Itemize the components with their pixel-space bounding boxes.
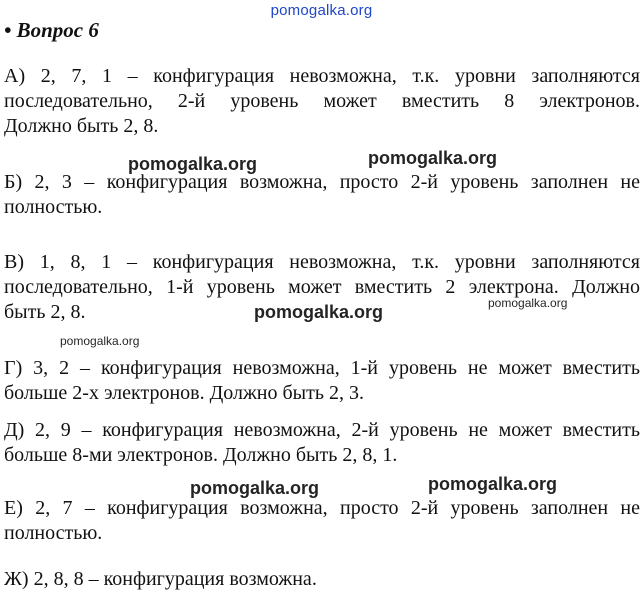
watermark: pomogalka.org xyxy=(488,296,568,310)
header-watermark: pomogalka.org xyxy=(270,2,373,19)
answer-e xyxy=(4,418,640,468)
answer-c-line-1: В) 1, 8, 1 – конфигурация невозможна, т.к. уровни заполняются xyxy=(4,251,640,273)
watermark: pomogalka.org xyxy=(190,478,320,498)
answer-a-line-3: Должно быть 2, 8. xyxy=(4,115,159,137)
answer-f xyxy=(4,496,640,546)
answer-a-line-1: А) 2, 7, 1 – конфигурация невозможна, т.к. уровни заполняются xyxy=(4,65,640,87)
watermark: pomogalka.org xyxy=(60,334,140,348)
watermark: pomogalka.org xyxy=(254,302,384,322)
watermark: pomogalka.org xyxy=(128,154,258,174)
answer-a-line-2: последовательно, 2-й уровень может вместить 8 электронов. xyxy=(4,90,640,112)
answer-b-line-2: полностью. xyxy=(4,196,103,218)
answer-a xyxy=(4,64,640,139)
watermark: pomogalka.org xyxy=(428,474,558,494)
answer-d xyxy=(4,356,640,406)
watermark: pomogalka.org xyxy=(368,148,498,168)
answer-b-line-1: Б) 2, 3 – конфигурация возможна, просто 2-й уровень заполнен не xyxy=(4,171,640,193)
question-title: • Вопрос 6 xyxy=(4,18,99,42)
answer-d-line-2: больше 2-х электронов. Должно быть 2, 3. xyxy=(4,382,364,404)
answer-f-line-2: полностью. xyxy=(4,522,103,544)
answer-c-line-3: быть 2, 8. xyxy=(4,301,86,323)
answer-e-line-1: Д) 2, 9 – конфигурация невозможна, 2-й уровень не может вместить xyxy=(4,419,640,441)
answer-f-line-1: Е) 2, 7 – конфигурация возможна, просто 2-й уровень заполнен не xyxy=(4,497,640,519)
answer-b xyxy=(4,170,640,220)
answer-e-line-2: больше 8-ми электронов. Должно быть 2, 8, 1. xyxy=(4,444,398,466)
answer-d-line-1: Г) 3, 2 – конфигурация невозможна, 1-й уровень не может вместить xyxy=(4,357,640,379)
answer-g-line-1: Ж) 2, 8, 8 – конфигурация возможна. xyxy=(4,568,317,590)
answer-c-line-2: последовательно, 1-й уровень может вместить 2 электрона. Должно xyxy=(4,276,640,298)
answer-g xyxy=(4,567,640,592)
